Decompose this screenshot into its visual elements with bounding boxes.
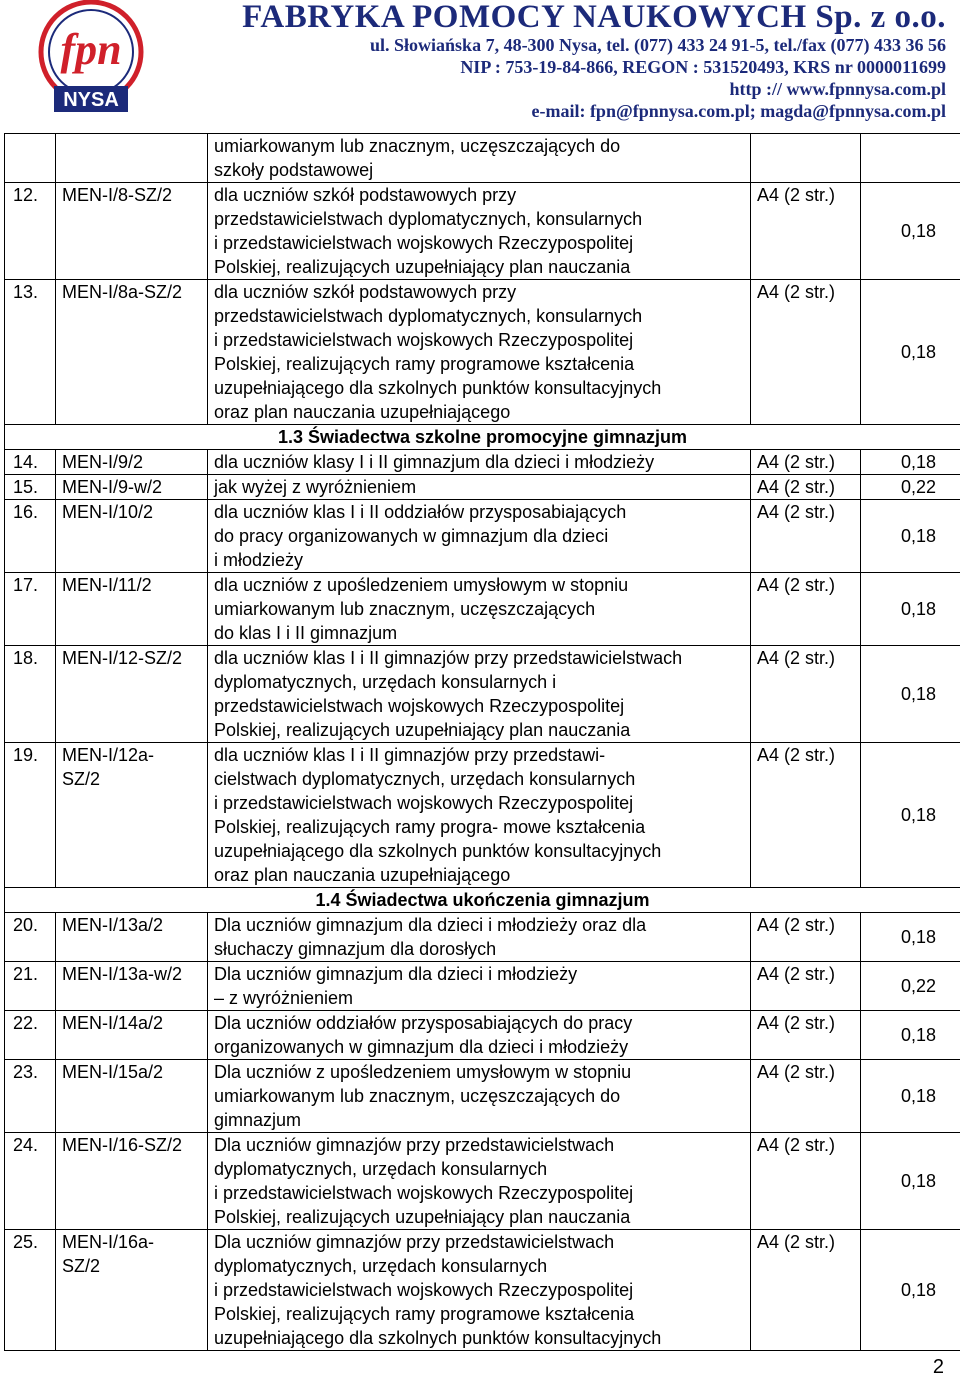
description-cell — [208, 573, 751, 646]
description-line: Polskiej, realizujących uzupełniający plan nauczania — [214, 257, 631, 277]
description-line: do klas I i II gimnazjum — [214, 623, 398, 643]
price: 0,18 — [861, 573, 960, 646]
row-number: 17. — [5, 573, 56, 646]
row-number: 24. — [5, 1133, 56, 1230]
description-line: szkoły podstawowej — [214, 160, 374, 180]
table-row — [5, 183, 960, 280]
format: A4 (2 str.) — [751, 500, 861, 573]
format: A4 (2 str.) — [751, 743, 861, 888]
form-code: MEN-I/16a- — [62, 1232, 155, 1252]
table-row — [5, 1230, 960, 1351]
section-heading-row — [5, 425, 960, 450]
description-line: Dla uczniów gimnazjum dla dzieci i młodzieży — [214, 964, 578, 984]
price: 0,18 — [861, 450, 960, 475]
table-row — [5, 743, 960, 888]
description-line: umiarkowanym lub znacznym, uczęszczających do — [214, 136, 621, 156]
description-line: do pracy organizowanych w gimnazjum dla dzieci — [214, 526, 609, 546]
description-line: dla uczniów z upośledzeniem umysłowym w stopniu — [214, 575, 629, 595]
table-row — [5, 500, 960, 573]
row-number: 20. — [5, 913, 56, 962]
description-line: przedstawicielstwach dyplomatycznych, konsularnych — [214, 306, 643, 326]
table-row — [5, 913, 960, 962]
description-line: oraz plan nauczania uzupełniającego — [214, 865, 511, 885]
row-number: 14. — [5, 450, 56, 475]
description-cell — [208, 962, 751, 1011]
form-code-cell — [56, 646, 208, 743]
form-code: SZ/2 — [62, 1256, 101, 1276]
form-code-cell — [56, 134, 208, 183]
price: 0,18 — [861, 500, 960, 573]
format: A4 (2 str.) — [751, 475, 861, 500]
table-row — [5, 280, 960, 425]
description-cell — [208, 450, 751, 475]
description-line: i przedstawicielstwach wojskowych Rzeczypospolitej — [214, 330, 634, 350]
form-code: MEN-I/13a/2 — [62, 915, 164, 935]
description-line: dla uczniów szkół podstawowych przy — [214, 185, 517, 205]
format: A4 (2 str.) — [751, 1133, 861, 1230]
description-cell — [208, 1011, 751, 1060]
table-row — [5, 962, 960, 1011]
company-info — [242, 0, 946, 122]
description-line: Dla uczniów oddziałów przysposabiających do pracy — [214, 1013, 633, 1033]
company-address: ul. Słowiańska 7, 48-300 Nysa, tel. (077) 433 24 91-5, tel./fax (077) 433 36 56 — [370, 35, 946, 55]
description-line: dyplomatycznych, urzędach konsularnych i — [214, 672, 557, 692]
form-code-cell — [56, 573, 208, 646]
description-line: uzupełniającego dla szkolnych punktów konsultacyjnych — [214, 378, 662, 398]
description-line: oraz plan nauczania uzupełniającego — [214, 402, 511, 422]
table-row — [5, 1133, 960, 1230]
description-line: cielstwach dyplomatycznych, urzędach konsularnych — [214, 769, 636, 789]
description-line: Polskiej, realizujących ramy programowe kształcenia — [214, 354, 635, 374]
description-cell — [208, 1060, 751, 1133]
table-row — [5, 646, 960, 743]
row-number: 23. — [5, 1060, 56, 1133]
company-website[interactable]: http :// www.fpnnysa.com.pl — [729, 79, 946, 99]
format: A4 (2 str.) — [751, 962, 861, 1011]
price: 0,18 — [861, 280, 960, 425]
price: 0,22 — [861, 475, 960, 500]
certificate-price-table — [4, 133, 960, 1351]
description-cell — [208, 134, 751, 183]
format: A4 (2 str.) — [751, 1060, 861, 1133]
description-line: uzupełniającego dla szkolnych punktów konsultacyjnych — [214, 841, 662, 861]
format: A4 (2 str.) — [751, 913, 861, 962]
form-code: MEN-I/13a-w/2 — [62, 964, 183, 984]
form-code-cell — [56, 913, 208, 962]
form-code-cell — [56, 183, 208, 280]
row-number: 18. — [5, 646, 56, 743]
format: A4 (2 str.) — [751, 573, 861, 646]
form-code-cell — [56, 500, 208, 573]
form-code-cell — [56, 1230, 208, 1351]
form-code: SZ/2 — [62, 769, 101, 789]
form-code: MEN-I/8-SZ/2 — [62, 185, 173, 205]
format: A4 (2 str.) — [751, 183, 861, 280]
description-line: Polskiej, realizujących uzupełniający plan nauczania — [214, 720, 631, 740]
form-code-cell — [56, 962, 208, 1011]
table-row — [5, 475, 960, 500]
price: 0,18 — [861, 1133, 960, 1230]
company-registry: NIP : 753-19-84-866, REGON : 531520493, KRS nr 0000011699 — [460, 57, 946, 77]
description-cell — [208, 743, 751, 888]
description-line: dla uczniów klasy I i II gimnazjum dla dzieci i młodzieży — [214, 452, 655, 472]
description-line: dyplomatycznych, urzędach konsularnych — [214, 1256, 548, 1276]
row-number: 16. — [5, 500, 56, 573]
description-line: Polskiej, realizujących uzupełniający plan nauczania — [214, 1207, 631, 1227]
form-code: MEN-I/9-w/2 — [62, 477, 163, 497]
description-cell — [208, 1133, 751, 1230]
description-line: Dla uczniów z upośledzeniem umysłowym w stopniu — [214, 1062, 632, 1082]
form-code: MEN-I/9/2 — [62, 452, 144, 472]
section-heading-row — [5, 888, 960, 913]
description-line: dla uczniów klas I i II oddziałów przysposabiających — [214, 502, 627, 522]
section-title: 1.4 Świadectwa ukończenia gimnazjum — [5, 888, 960, 913]
description-line: Polskiej, realizujących ramy programowe kształcenia — [214, 1304, 635, 1324]
format: A4 (2 str.) — [751, 1230, 861, 1351]
form-code-cell — [56, 1133, 208, 1230]
description-line: umiarkowanym lub znacznym, uczęszczających do — [214, 1086, 621, 1106]
svg-text:fpn: fpn — [60, 25, 122, 74]
description-line: umiarkowanym lub znacznym, uczęszczających — [214, 599, 596, 619]
form-code: MEN-I/16-SZ/2 — [62, 1135, 183, 1155]
table-row — [5, 134, 960, 183]
description-line: słuchaczy gimnazjum dla dorosłych — [214, 939, 497, 959]
company-email[interactable]: e-mail: fpn@fpnnysa.com.pl; magda@fpnnysa.com.pl — [531, 101, 946, 121]
table-row — [5, 1011, 960, 1060]
price: 0,18 — [861, 1011, 960, 1060]
price: 0,18 — [861, 913, 960, 962]
letterhead — [0, 0, 960, 133]
row-number: 12. — [5, 183, 56, 280]
row-number — [5, 134, 56, 183]
svg-text:NYSA: NYSA — [63, 89, 119, 111]
form-code-cell — [56, 1060, 208, 1133]
description-cell — [208, 646, 751, 743]
description-cell — [208, 1230, 751, 1351]
row-number: 15. — [5, 475, 56, 500]
form-code-cell — [56, 280, 208, 425]
description-line: dla uczniów klas I i II gimnazjów przy przedstawicielstwach — [214, 648, 683, 668]
form-code-cell — [56, 743, 208, 888]
description-line: – z wyróżnieniem — [214, 988, 354, 1008]
description-line: i przedstawicielstwach wojskowych Rzeczypospolitej — [214, 1280, 634, 1300]
description-line: gimnazjum — [214, 1110, 302, 1130]
description-line: i przedstawicielstwach wojskowych Rzeczypospolitej — [214, 233, 634, 253]
description-line: dyplomatycznych, urzędach konsularnych — [214, 1159, 548, 1179]
row-number: 13. — [5, 280, 56, 425]
price: 0,18 — [861, 1060, 960, 1133]
description-line: przedstawicielstwach dyplomatycznych, konsularnych — [214, 209, 643, 229]
row-number: 25. — [5, 1230, 56, 1351]
price: 0,18 — [861, 183, 960, 280]
form-code: MEN-I/15a/2 — [62, 1062, 164, 1082]
page-number: 2 — [932, 1356, 944, 1378]
company-name: FABRYKA POMOCY NAUKOWYCH Sp. z o.o. — [242, 0, 946, 35]
form-code: MEN-I/12-SZ/2 — [62, 648, 183, 668]
description-line: i młodzieży — [214, 550, 304, 570]
description-line: i przedstawicielstwach wojskowych Rzeczypospolitej — [214, 1183, 634, 1203]
price: 0,18 — [861, 646, 960, 743]
form-code: MEN-I/14a/2 — [62, 1013, 164, 1033]
description-line: organizowanych w gimnazjum dla dzieci i młodzieży — [214, 1037, 629, 1057]
description-line: przedstawicielstwach wojskowych Rzeczypospolitej — [214, 696, 625, 716]
format: A4 (2 str.) — [751, 280, 861, 425]
form-code: MEN-I/12a- — [62, 745, 155, 765]
description-line: jak wyżej z wyróżnieniem — [214, 477, 417, 497]
description-line: Dla uczniów gimnazjów przy przedstawicielstwach — [214, 1232, 615, 1252]
section-title: 1.3 Świadectwa szkolne promocyjne gimnazjum — [5, 425, 960, 450]
table-row — [5, 573, 960, 646]
price — [861, 134, 960, 183]
price: 0,22 — [861, 962, 960, 1011]
description-cell — [208, 183, 751, 280]
table-row — [5, 1060, 960, 1133]
form-code: MEN-I/8a-SZ/2 — [62, 282, 183, 302]
description-line: Dla uczniów gimnazjów przy przedstawicielstwach — [214, 1135, 615, 1155]
form-code-cell — [56, 450, 208, 475]
format — [751, 134, 861, 183]
format: A4 (2 str.) — [751, 646, 861, 743]
description-line: dla uczniów szkół podstawowych przy — [214, 282, 517, 302]
description-line: i przedstawicielstwach wojskowych Rzeczypospolitej — [214, 793, 634, 813]
form-code-cell — [56, 475, 208, 500]
format: A4 (2 str.) — [751, 1011, 861, 1060]
form-code: MEN-I/10/2 — [62, 502, 154, 522]
description-line: Polskiej, realizujących ramy progra- mowe kształcenia — [214, 817, 646, 837]
description-line: Dla uczniów gimnazjum dla dzieci i młodzieży oraz dla — [214, 915, 647, 935]
description-cell — [208, 913, 751, 962]
price: 0,18 — [861, 743, 960, 888]
description-line: dla uczniów klas I i II gimnazjów przy przedstawi- — [214, 745, 606, 765]
row-number: 22. — [5, 1011, 56, 1060]
company-logo — [36, 0, 146, 118]
row-number: 21. — [5, 962, 56, 1011]
description-line: uzupełniającego dla szkolnych punktów konsultacyjnych — [214, 1328, 662, 1348]
format: A4 (2 str.) — [751, 450, 861, 475]
table-row — [5, 450, 960, 475]
form-code-cell — [56, 1011, 208, 1060]
row-number: 19. — [5, 743, 56, 888]
description-cell — [208, 280, 751, 425]
description-cell — [208, 475, 751, 500]
form-code: MEN-I/11/2 — [62, 575, 152, 595]
price: 0,18 — [861, 1230, 960, 1351]
description-cell — [208, 500, 751, 573]
